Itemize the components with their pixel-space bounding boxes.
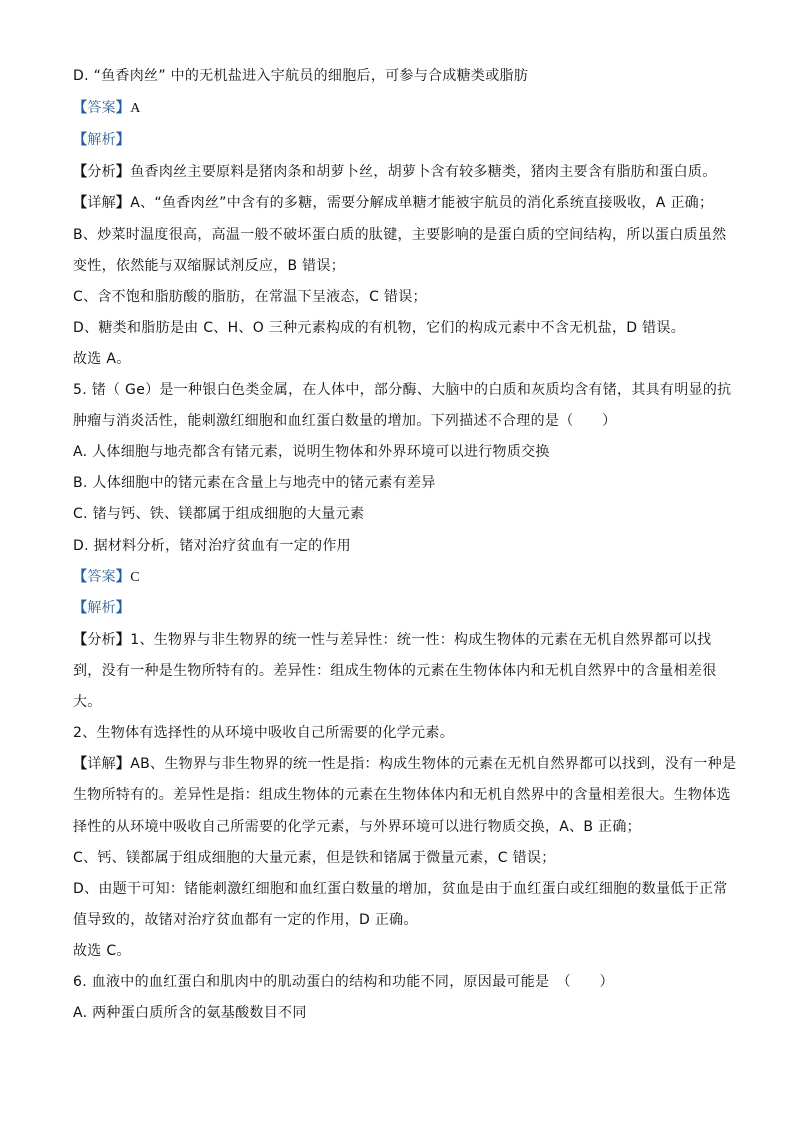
bracket-open: 【 [73, 132, 88, 148]
text-line [73, 818, 641, 836]
line-text: 值导致的，故锗对治疗贫血都有一定的作用，D 正确。 [73, 912, 418, 928]
text-line [73, 693, 102, 711]
line-text: 2、生物体有选择性的从环境中吸收自己所需要的化学元素。 [73, 725, 455, 741]
text-line [73, 474, 436, 492]
text-line [73, 381, 731, 399]
line-text: 生物所特有的。差异性是指：组成生物体的元素在生物体体内和无机自然界中的含量相差很大。生物体选 [73, 787, 731, 803]
line-text: D. 据材料分析，锗对治疗贫血有一定的作用 [73, 538, 351, 554]
line-text: AB、生物界与非生物界的统一性是指：构成生物体的元素在无机自然界都可以找到，没有一种是 [130, 756, 737, 772]
bracket-open: 【 [73, 195, 88, 211]
bracket-open: 【 [73, 632, 88, 648]
line-text: A、“鱼香肉丝”中含有的多糖，需要分解成单糖才能被宇航员的消化系统直接吸收，A 正确； [130, 195, 714, 211]
text-line [73, 880, 728, 898]
text-line [73, 942, 131, 960]
section-label-text: 解析 [87, 132, 116, 148]
text-line [73, 786, 731, 804]
line-text: 6. 血液中的血红蛋白和肌肉中的肌动蛋白的结构和功能不同，原因最可能是 （ ） [73, 974, 614, 990]
bracket-open: 【 [73, 600, 88, 616]
section-label [73, 164, 130, 180]
line-text: A. 人体细胞与地壳都含有锗元素，说明生物体和外界环境可以进行物质交换 [73, 444, 550, 460]
text-line [73, 443, 550, 461]
line-text: 1、生物界与非生物界的统一性与差异性：统一性：构成生物体的元素在无机自然界都可以找 [130, 632, 712, 648]
line-text: 5. 锗（ Ge）是一种银白色类金属，在人体中，部分酶、大脑中的白质和灰质均含有锗，其具有明显的抗 [73, 382, 732, 398]
bracket-open: 【 [73, 164, 88, 180]
line-text: C、含不饱和脂肪酸的脂肪，在常温下呈液态，C 错误； [73, 289, 427, 305]
text-line [73, 67, 528, 85]
section-label-text: 分析 [87, 164, 116, 180]
bracket-open: 【 [73, 100, 88, 116]
section-label [73, 569, 130, 585]
line-text: 鱼香肉丝主要原料是猪肉条和胡萝卜丝，胡萝卜含有较多糖类，猪肉主要含有脂肪和蛋白质。 [130, 164, 717, 180]
labeled-line [73, 631, 711, 649]
bracket-close: 】 [115, 100, 131, 116]
line-text: 大。 [73, 694, 102, 710]
labeled-line [73, 194, 713, 212]
bracket-open: 【 [73, 569, 88, 585]
text-line [73, 662, 717, 680]
line-text: D、糖类和脂肪是由 C、H、O 三种元素构成的有机物，它们的构成元素中不含无机盐，D 错误。 [73, 320, 686, 336]
text-line [73, 412, 616, 430]
line-text: C. 锗与钙、铁、镁都属于组成细胞的大量元素 [73, 506, 365, 522]
bracket-close: 】 [115, 600, 131, 616]
section-label-text: 详解 [87, 756, 116, 772]
line-text: C、钙、镁都属于组成细胞的大量元素，但是铁和锗属于微量元素，C 错误； [73, 850, 556, 866]
bracket-close: 】 [115, 632, 131, 648]
line-text: A. 两种蛋白质所含的氨基酸数目不同 [73, 1005, 307, 1021]
text-line [73, 537, 351, 555]
text-line [73, 911, 418, 929]
bracket-close: 】 [115, 569, 131, 585]
text-line [73, 1004, 307, 1022]
labeled-line [73, 99, 141, 118]
line-text: C [130, 570, 140, 585]
text-line [73, 257, 345, 275]
text-line [73, 849, 556, 867]
labeled-line [73, 755, 736, 773]
line-text: 故选 C。 [73, 943, 131, 959]
line-text: 变性，依然能与双缩脲试剂反应，B 错误； [73, 258, 346, 274]
text-line [73, 973, 614, 991]
labeled-line [73, 163, 717, 181]
line-text: A [130, 101, 141, 116]
line-text: 到，没有一种是生物所特有的。差异性：组成生物体的元素在生物体体内和无机自然界中的含量相差很 [73, 663, 717, 679]
labeled-line [73, 568, 140, 587]
section-label [73, 632, 130, 648]
bracket-close: 】 [115, 756, 131, 772]
section-label-text: 分析 [87, 632, 116, 648]
bracket-close: 】 [115, 195, 131, 211]
section-label [73, 756, 130, 772]
text-line [73, 288, 427, 306]
bracket-close: 】 [115, 132, 131, 148]
line-text: D、由题干可知：锗能刺激红细胞和血红蛋白数量的增加，贫血是由于血红蛋白或红细胞的数量低于正常 [73, 881, 728, 897]
text-line [73, 505, 364, 523]
labeled-line [73, 131, 130, 149]
section-label-text: 详解 [87, 195, 116, 211]
labeled-line [73, 599, 130, 617]
line-text: 择性的从环境中吸收自己所需要的化学元素，与外界环境可以进行物质交换，A、B 正确； [73, 819, 641, 835]
line-text: D. “鱼香肉丝” 中的无机盐进入宇航员的细胞后，可参与合成糖类或脂肪 [73, 68, 529, 84]
text-line [73, 319, 685, 337]
bracket-close: 】 [115, 164, 131, 180]
section-label [73, 600, 130, 616]
text-line [73, 350, 131, 368]
line-text: B. 人体细胞中的锗元素在含量上与地壳中的锗元素有差异 [73, 475, 436, 491]
section-label [73, 100, 130, 116]
section-label-text: 解析 [87, 600, 116, 616]
text-line [73, 226, 726, 244]
section-label-text: 答案 [87, 569, 116, 585]
text-line [73, 724, 454, 742]
line-text: 故选 A。 [73, 351, 131, 367]
bracket-open: 【 [73, 756, 88, 772]
section-label [73, 132, 130, 148]
line-text: B、炒菜时温度很高，高温一般不破坏蛋白质的肽键，主要影响的是蛋白质的空间结构，所以蛋白质虽然 [73, 227, 727, 243]
section-label [73, 195, 130, 211]
line-text: 肿瘤与消炎活性，能刺激红细胞和血红蛋白数量的增加。下列描述不合理的是（ ） [73, 413, 617, 429]
section-label-text: 答案 [87, 100, 116, 116]
